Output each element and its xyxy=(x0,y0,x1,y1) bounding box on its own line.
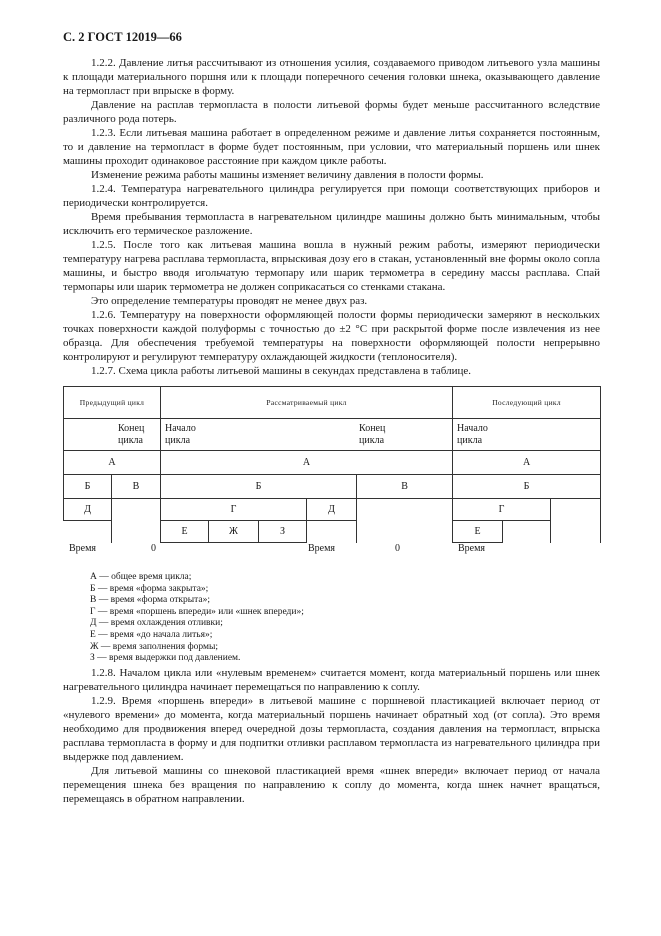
legend-item: Д — время охлаждения отливки; xyxy=(90,618,223,629)
legend-item: В — время «форма открыта»; xyxy=(90,595,210,606)
paragraph: 1.2.7. Схема цикла работы литьевой машины в секундах представлена в таблице. xyxy=(91,365,471,377)
header-current-cycle: Рассматриваемый цикл xyxy=(161,387,453,419)
time-zero: 0 xyxy=(395,543,400,554)
page-header: С. 2 ГОСТ 12019—66 xyxy=(63,30,182,44)
legend-item: А — общее время цикла; xyxy=(90,572,192,582)
paragraph: 1.2.6. Температуру на поверхности оформляющей полости формы периодически замеряют в нескольких точках поверхности каждой полуформы с точностью до ±2 °С при раскрытой форме после извлечения из нее образца. Для обеспечения требуемой температуры на поверхности оформляющей полости непрерывно контролируют и регулируют температуру охлаждающей жидкости (теплоносителя). xyxy=(63,309,600,363)
segment-b: Б xyxy=(161,475,357,499)
empty-cell xyxy=(112,499,161,543)
cycle-table xyxy=(63,386,601,543)
body-text-bottom xyxy=(63,666,600,806)
empty-cell xyxy=(64,521,112,543)
paragraph: Изменение режима работы машины изменяет величину давления в полости формы. xyxy=(91,169,484,181)
empty-cell xyxy=(551,499,601,543)
segment-z: З xyxy=(259,521,307,543)
header-previous-cycle: Предыдущий цикл xyxy=(64,387,161,419)
paragraph: Давление на расплав термопласта в полости литьевой формы будет меньше рассчитанного вследствие различного рода потерь. xyxy=(63,99,600,125)
legend-item: Г — время «поршень впереди» или «шнек впереди»; xyxy=(90,606,304,617)
segment-v: В xyxy=(357,475,453,499)
segment-d: Д xyxy=(307,499,357,521)
segment-b: Б xyxy=(64,475,112,499)
legend-item: Ж — время заполнения формы; xyxy=(90,641,219,652)
empty-cell xyxy=(503,521,551,543)
segment-e: Е xyxy=(453,521,503,543)
segment-a: А xyxy=(64,451,161,475)
current-cycle-span-cell xyxy=(161,419,453,451)
label-start-of-cycle: Начало цикла xyxy=(165,422,196,446)
legend-item: Е — время «до начала литья»; xyxy=(90,629,213,640)
prev-cycle-end-cell xyxy=(64,419,161,451)
segment-a: А xyxy=(453,451,601,475)
time-label: Время xyxy=(69,543,97,554)
segment-a: А xyxy=(161,451,453,475)
paragraph: 1.2.9. Время «поршень впереди» в литьевой машине с поршневой пластикацией включает период от «нулевого времени» до момента, когда материальный поршень начинает обратный ход (от сопла). Это время необходимо для продвижения вперед очередной дозы термопласта, создания давления на термопласт, впрыска расплава термопласта в форму и для подпитки отливки расплавом термопласта из нагревательного цилиндра при выдержке под давлением. xyxy=(63,695,600,763)
segment-v: В xyxy=(112,475,161,499)
segment-b: Б xyxy=(453,475,601,499)
paragraph: 1.2.3. Если литьевая машина работает в определенном режиме и давление литья сохраняется постоянным, то и давление на термопласт в форме будет постоянным, при условии, что материальный поршень или шнек машины проходит одинаковое расстояние при каждом цикле работы. xyxy=(63,127,600,167)
time-axis xyxy=(63,543,600,557)
paragraph: 1.2.8. Началом цикла или «нулевым временем» считается момент, когда материальный поршень или шнек нагревательного цилиндра начинает перемещаться по направлению к соплу. xyxy=(63,667,600,693)
paragraph: 1.2.4. Температура нагревательного цилиндра регулируется при помощи соответствующих приборов и периодически контролируется. xyxy=(63,183,600,209)
paragraph: Время пребывания термопласта в нагревательном цилиндре машины должно быть минимальным, чтобы исключить его термическое разложение. xyxy=(63,211,600,237)
label-start-of-cycle: Начало цикла xyxy=(457,422,488,446)
time-label: Время xyxy=(308,543,336,554)
paragraph: Для литьевой машины со шнековой пластикацией время «шнек впереди» включает период от начала перемещения шнека без вращения по направлению к соплу до момента, когда шнек начнет вращаться, перемещаясь в обратном направлении. xyxy=(63,765,600,805)
next-cycle-start-cell xyxy=(453,419,601,451)
time-label: Время xyxy=(458,543,486,554)
time-zero: 0 xyxy=(151,543,156,554)
paragraph: 1.2.2. Давление литья рассчитывают из отношения усилия, создаваемого приводом литьевого узла машины к площади материального поршня или к площади поперечного сечения головки шнека, оказывающего давление на термопласт при впрыске в форму. xyxy=(63,57,600,97)
header-next-cycle: Последующий цикл xyxy=(453,387,601,419)
legend-item: Б — время «форма закрыта»; xyxy=(90,583,209,594)
legend-item: З — время выдержки под давлением. xyxy=(90,653,241,664)
body-text-top xyxy=(63,56,600,378)
segment-d: Д xyxy=(64,499,112,521)
empty-cell xyxy=(307,521,357,543)
label-end-of-cycle: Конец цикла xyxy=(118,422,145,446)
label-end-of-cycle: Конец цикла xyxy=(359,422,386,446)
segment-g: Г xyxy=(161,499,307,521)
legend xyxy=(90,572,304,665)
paragraph: Это определение температуры проводят не менее двух раз. xyxy=(91,295,368,307)
segment-e: Е xyxy=(161,521,209,543)
paragraph: 1.2.5. После того как литьевая машина вошла в нужный режим работы, измеряют периодически температуру нагрева расплава термопласта, впрыскивая дозу его в стакан, установленный вне формы около сопла машины, и быстро вводя игольчатую термопару или шарик термометра в середину массы расплава. Спай термопары или шарик термометра не должен соприкасаться со стенками стакана. xyxy=(63,239,600,293)
segment-zh: Ж xyxy=(209,521,259,543)
segment-g: Г xyxy=(453,499,551,521)
empty-cell xyxy=(357,499,453,543)
